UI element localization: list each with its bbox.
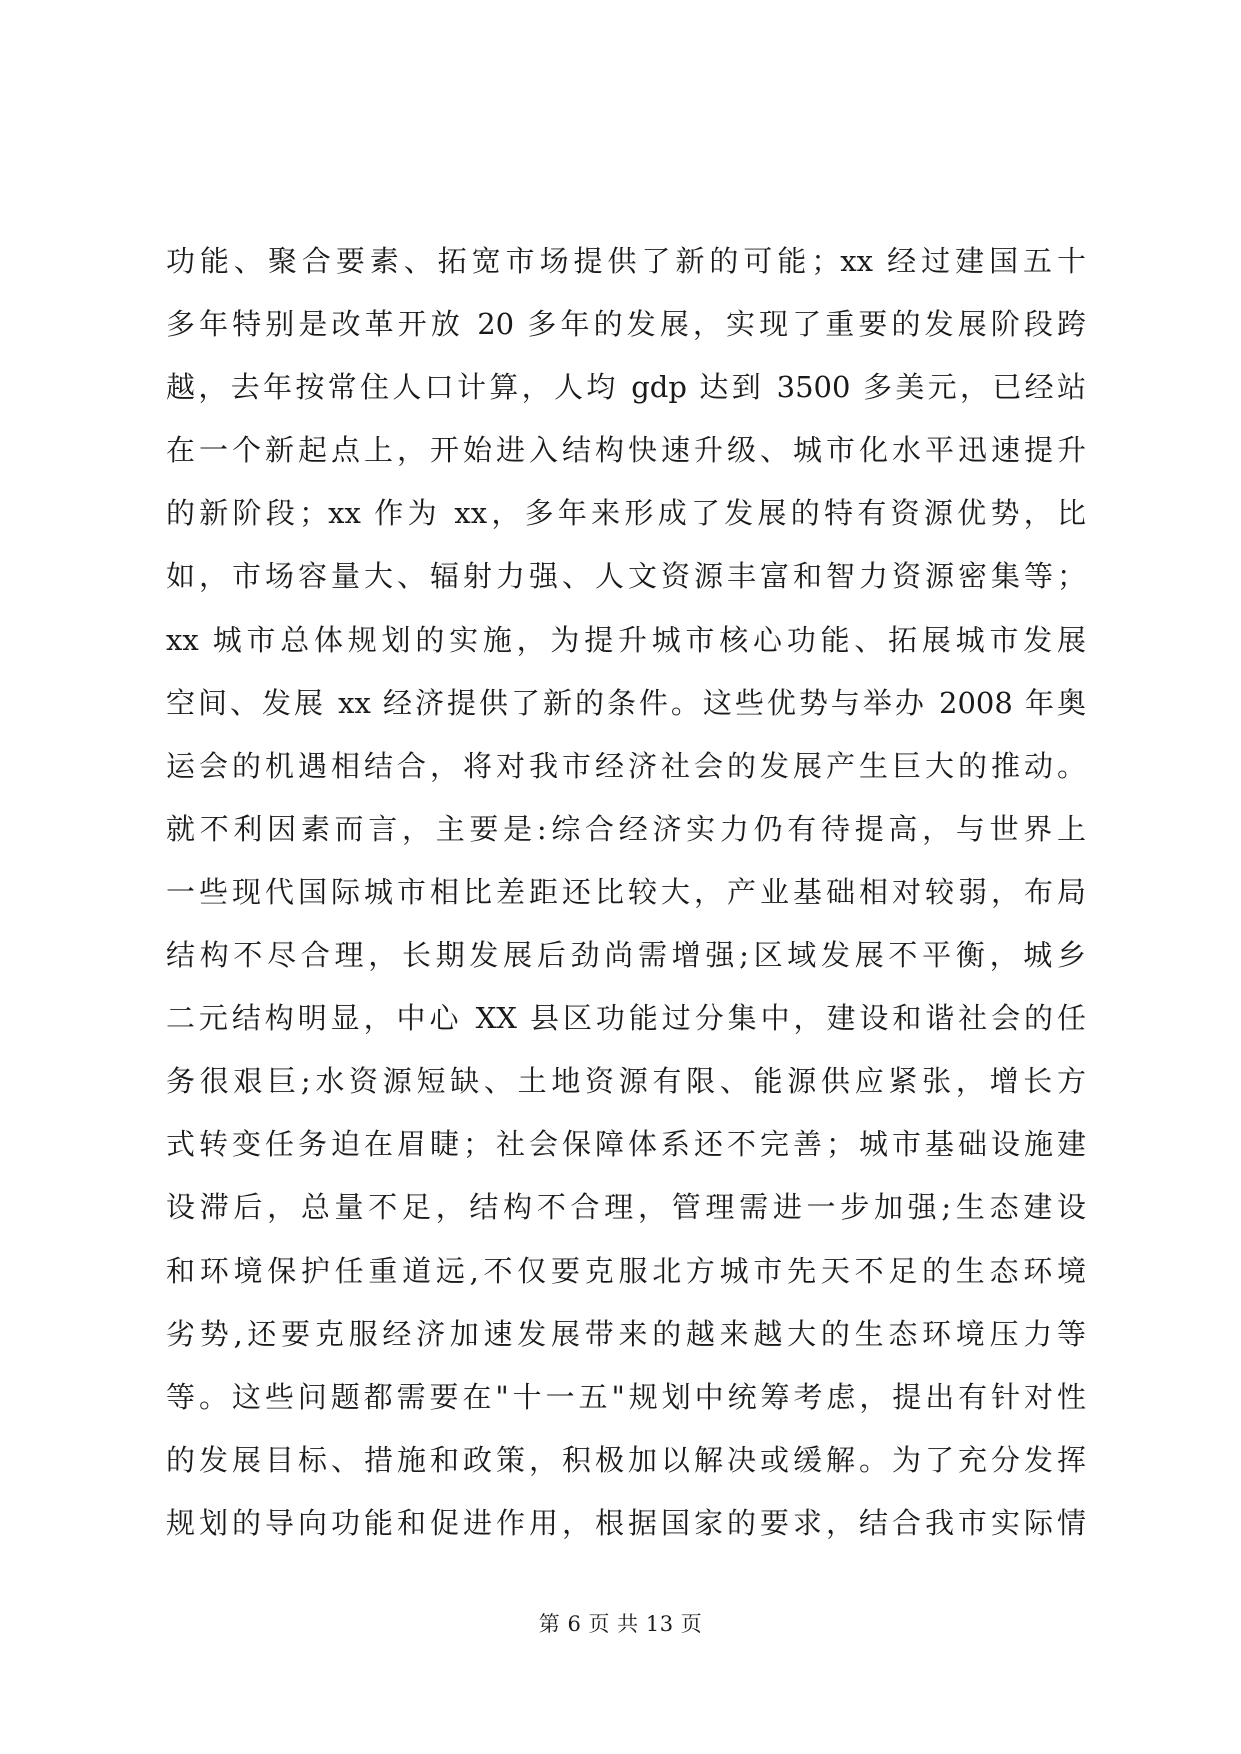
body-line: 在一个新起点上，开始进入结构快速升级、城市化水平迅速提升	[166, 433, 1086, 468]
body-line: 二元结构明显，中心 XX 县区功能过分集中，建设和谐社会的任	[166, 1001, 1086, 1036]
body-line: 运会的机遇相结合，将对我市经济社会的发展产生巨大的推动。	[166, 748, 1086, 783]
body-line: 结构不尽合理，长期发展后劲尚需增强;区域发展不平衡，城乡	[166, 938, 1086, 973]
body-line: 的发展目标、措施和政策，积极加以解决或缓解。为了充分发挥	[166, 1442, 1086, 1477]
body-line: 等。这些问题都需要在"十一五"规划中统筹考虑，提出有针对性	[166, 1379, 1086, 1414]
body-line: 多年特别是改革开放 20 多年的发展，实现了重要的发展阶段跨	[166, 307, 1086, 342]
body-line: 规划的导向功能和促进作用，根据国家的要求，结合我市实际情	[166, 1505, 1086, 1540]
body-line: 如，市场容量大、辐射力强、人文资源丰富和智力资源密集等；	[166, 559, 1086, 594]
page-number-footer: 第 6 页 共 13 页	[538, 1612, 703, 1636]
body-line: 式转变任务迫在眉睫；社会保障体系还不完善；城市基础设施建	[166, 1127, 1086, 1162]
body-line: 空间、发展 xx 经济提供了新的条件。这些优势与举办 2008 年奥	[166, 685, 1086, 720]
body-line: 一些现代国际城市相比差距还比较大，产业基础相对较弱，布局	[166, 874, 1086, 909]
body-line: 的新阶段；xx 作为 xx，多年来形成了发展的特有资源优势，比	[166, 496, 1086, 531]
body-line: xx 城市总体规划的实施，为提升城市核心功能、拓展城市发展	[166, 622, 1086, 657]
body-line: 越，去年按常住人口计算，人均 gdp 达到 3500 多美元，已经站	[166, 370, 1086, 405]
body-line: 和环境保护任重道远,不仅要克服北方城市先天不足的生态环境	[166, 1253, 1086, 1288]
body-line: 劣势,还要克服经济加速发展带来的越来越大的生态环境压力等	[166, 1316, 1086, 1351]
body-text	[166, 230, 1086, 1555]
body-line: 务很艰巨;水资源短缺、土地资源有限、能源供应紧张，增长方	[166, 1064, 1086, 1099]
body-line: 功能、聚合要素、拓宽市场提供了新的可能；xx 经过建国五十	[166, 244, 1086, 278]
body-line: 就不利因素而言，主要是:综合经济实力仍有待提高，与世界上	[166, 811, 1086, 846]
body-line: 设滞后，总量不足，结构不合理，管理需进一步加强;生态建设	[166, 1190, 1086, 1225]
